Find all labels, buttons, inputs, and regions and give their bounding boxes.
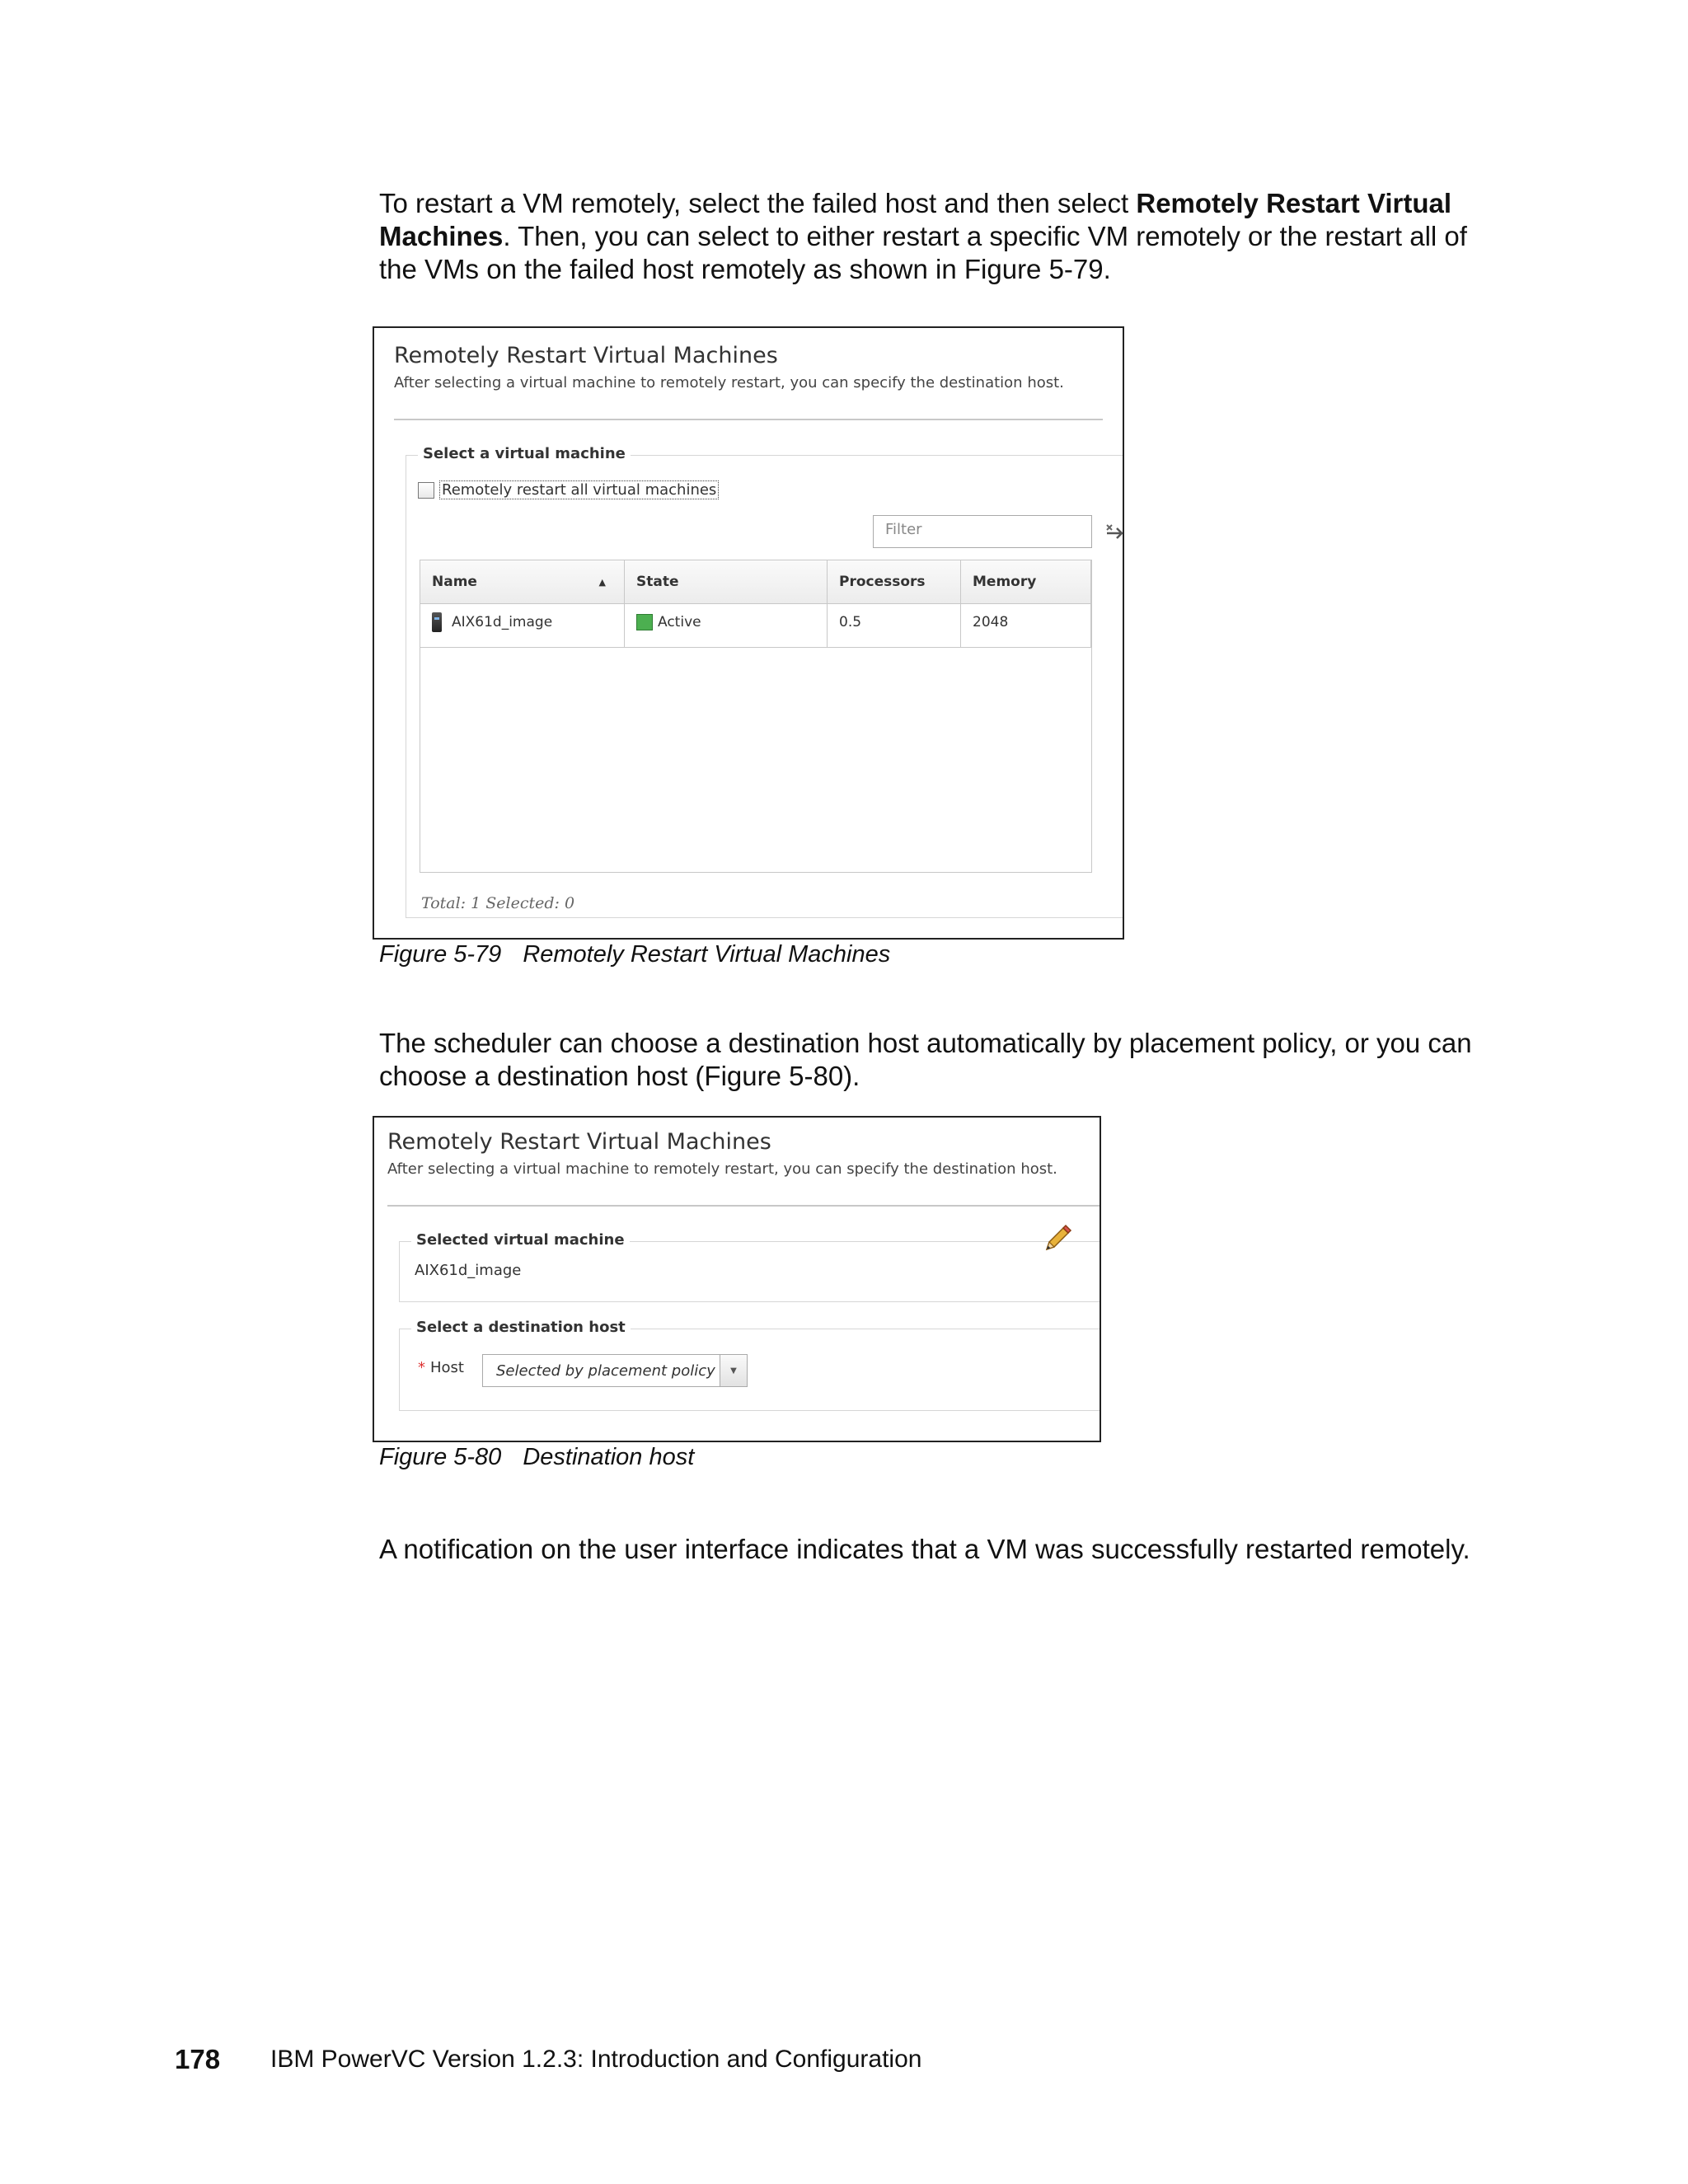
dialog-subtitle: After selecting a virtual machine to remotely restart, you can specify the destination host. [387,1160,1057,1178]
selected-vm-section [399,1231,1100,1302]
destination-host-legend: Select a destination host [411,1319,631,1336]
dialog-title: Remotely Restart Virtual Machines [394,343,778,368]
figure-5-80-screenshot [373,1116,1101,1442]
selected-vm-value: AIX61d_image [415,1262,522,1279]
select-vm-section [406,445,1123,918]
restart-all-checkbox[interactable] [418,482,434,499]
intro-bold-term: Remotely Restart Virtual Machines [379,188,1452,251]
intro-paragraph [379,187,1508,286]
dialog-subtitle: After selecting a virtual machine to remotely restart, you can specify the destination host. [394,374,1064,391]
caption-number: Figure 5-80 [379,1444,502,1470]
active-status-icon [636,614,653,630]
caption-title: Remotely Restart Virtual Machines [523,941,891,968]
vm-table [420,560,1092,873]
sort-ascending-icon: ▲ [598,576,606,588]
vm-name: AIX61d_image [452,614,553,630]
filter-clear-icon[interactable] [1104,522,1124,545]
row-divider [420,647,1091,648]
table-row-processors-cell: 0.5 [828,604,961,647]
dialog-divider [387,1205,1100,1207]
book-title: IBM PowerVC Version 1.2.3: Introduction and Configuration [270,2046,922,2073]
column-name-label: Name [432,574,477,590]
table-footer-summary: Total: 1 Selected: 0 [421,894,575,912]
vm-icon [432,612,442,632]
caption-title: Destination host [523,1444,695,1470]
intro-text-start: To restart a VM remotely, select the failed host and then select [379,188,1137,218]
host-label: Host [430,1359,464,1376]
host-select-value[interactable]: Selected by placement policy [496,1361,715,1380]
restart-all-option[interactable] [418,480,719,499]
page-number: 178 [175,2044,221,2074]
middle-paragraph: The scheduler can choose a destination host automatically by placement policy, or you can choose a destination host (Figure 5-80). [379,1028,1472,1091]
table-row-name-cell[interactable] [420,604,625,647]
selected-vm-legend: Selected virtual machine [411,1231,630,1249]
column-header-name[interactable] [420,560,625,603]
destination-host-section [399,1319,1100,1411]
vm-state: Active [658,614,701,630]
table-row-state-cell [625,604,828,647]
closing-paragraph: A notification on the user interface indicates that a VM was successfully restarted remotely. [379,1534,1470,1564]
host-select[interactable] [482,1354,748,1387]
column-header-processors[interactable]: Processors [828,560,961,603]
column-header-memory[interactable]: Memory [961,560,1091,603]
restart-all-label[interactable]: Remotely restart all virtual machines [439,480,719,499]
figure-5-80-caption [379,1444,694,1471]
figure-5-79-screenshot [373,326,1124,940]
table-row-memory-cell: 2048 [961,604,1091,647]
dialog-divider [394,419,1103,420]
edit-pencil-icon[interactable] [1040,1223,1073,1259]
column-header-state[interactable]: State [625,560,828,603]
host-select-toggle[interactable] [720,1355,747,1386]
dropdown-arrow-icon: ▼ [730,1366,737,1376]
dialog-title: Remotely Restart Virtual Machines [387,1129,771,1155]
required-marker: * [418,1359,425,1376]
caption-number: Figure 5-79 [379,941,502,968]
select-vm-legend: Select a virtual machine [418,445,631,462]
figure-5-79-caption [379,941,890,968]
filter-input[interactable]: Filter [873,515,1092,548]
intro-text-end: . Then, you can select to either restart a specific VM remotely or the restart all of the VMs on the failed host remotely as shown in Figure 5-79. [379,221,1467,284]
host-field-label [418,1359,464,1376]
